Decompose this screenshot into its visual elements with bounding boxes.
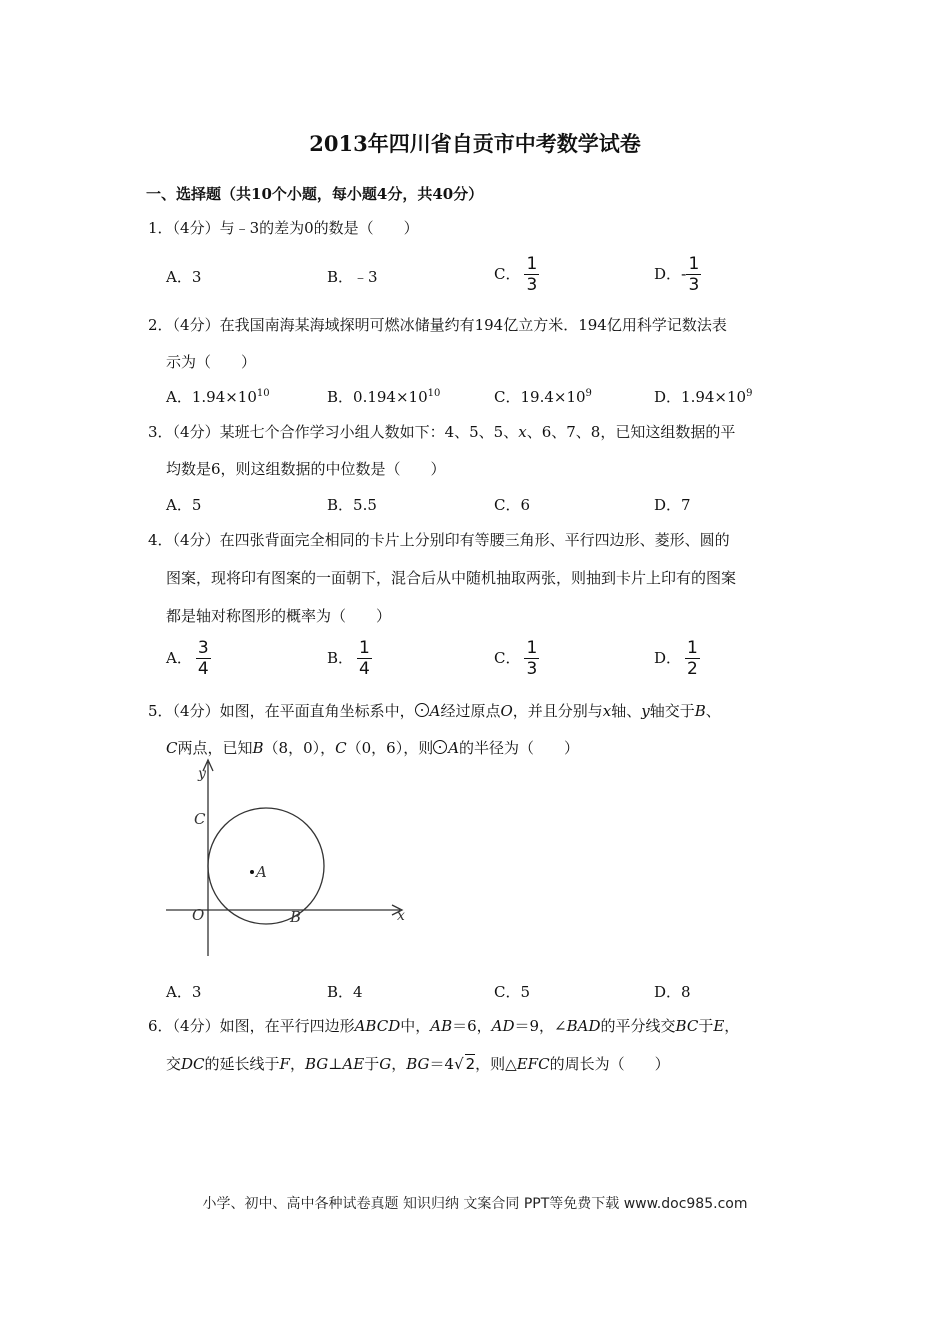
q5-stem-line1: 5．（4分）如图，在平面直角坐标系中， A经过原点O，并且分别与x轴、y轴交于B、 xyxy=(148,702,721,720)
q6-radical: 4√ 2 xyxy=(444,1055,476,1073)
q5-stem-line2: C两点，已知B（8，0），C（0，6），则 A的半径为（ ） xyxy=(166,739,580,757)
label-b: B xyxy=(290,908,302,926)
page-title: 2013年四川省自贡市中考数学试卷 xyxy=(309,131,641,156)
q6-stem-line2: 交DC的延长线于F，BG⊥AE于G，BG＝4√ 2，则△EFC的周长为（ ） xyxy=(166,1055,670,1073)
label-o: O xyxy=(192,906,205,924)
q1-option-c: C． $\frac{1}{3}$ xyxy=(494,254,538,295)
q4-stem-line3: 都是轴对称图形的概率为（ ） xyxy=(166,607,392,625)
label-c: C xyxy=(194,810,206,828)
page-footer: 小学、初中、高中各种试卷真题 知识归纳 文案合同 PPT等免费下载 www.doc985.com xyxy=(202,1196,748,1212)
q3-stem-line2: 均数是6，则这组数据的中位数是（ ） xyxy=(166,460,446,478)
q2-option-b: B．$0.194\times 10^{10}$ xyxy=(327,388,441,406)
q3-option-b: B．5.5 xyxy=(327,496,377,514)
q2-option-d: D．$1.94\times 10^9$ xyxy=(654,388,753,406)
q4-option-d-fraction: $\frac{1}{2}$ xyxy=(687,638,698,679)
section-heading: 一、选择题（共10个小题，每小题4分，共40分） xyxy=(146,185,484,203)
q2-option-a: A．$1.94\times 10^{10}$ xyxy=(166,388,270,406)
label-a: A xyxy=(256,863,267,881)
q2-option-c: C．$19.4\times 10^9$ xyxy=(494,388,592,406)
q2-stem-line1: 2．（4分）在我国南海某海域探明可燃冰储量约有194亿立方米．194亿用科学记数法表 xyxy=(148,316,727,334)
q5-option-b: B．4 xyxy=(327,983,363,1001)
q3-option-d: D．7 xyxy=(654,496,691,514)
q4-option-a-fraction: $\frac{3}{4}$ xyxy=(197,638,209,679)
q4-stem-line1: 4．（4分）在四张背面完全相同的卡片上分别印有等腰三角形、平行四边形、菱形、圆的 xyxy=(148,531,730,549)
q1-option-d: D．- $\frac{1}{3}$ xyxy=(654,254,700,295)
q1-option-b: B．﹣3 xyxy=(327,268,378,286)
q3-option-c: C．6 xyxy=(494,496,531,514)
circle-dot-icon xyxy=(415,703,429,717)
q6-stem-line1: 6．（4分）如图，在平行四边形ABCD中，AB＝6，AD＝9，∠BAD的平分线交BC于E， xyxy=(148,1017,740,1035)
circle-dot-icon xyxy=(433,740,447,754)
label-y: y xyxy=(198,766,206,782)
q5-option-d: D．8 xyxy=(654,983,691,1001)
q1-option-c-fraction: $\frac{1}{3}$ xyxy=(526,254,538,295)
q5-coordinate-figure xyxy=(160,758,410,963)
q4-option-b-fraction: $\frac{1}{4}$ xyxy=(359,638,370,679)
q4-option-c-fraction: $\frac{1}{3}$ xyxy=(526,638,538,679)
q4-option-c: C． $\frac{1}{3}$ xyxy=(494,638,538,679)
label-x: x xyxy=(397,908,405,924)
q3-option-a: A．5 xyxy=(166,496,202,514)
q1-option-a: A．3 xyxy=(166,268,202,286)
q4-stem-line2: 图案，现将印有图案的一面朝下，混合后从中随机抽取两张，则抽到卡片上印有的图案 xyxy=(166,569,737,587)
q4-option-d: D． $\frac{1}{2}$ xyxy=(654,638,698,679)
q4-option-a: A． $\frac{3}{4}$ xyxy=(166,638,209,679)
q1-option-d-fraction: $\frac{1}{3}$ xyxy=(688,254,700,295)
q4-option-b: B． $\frac{1}{4}$ xyxy=(327,638,370,679)
q2-stem-line2: 示为（ ） xyxy=(166,353,257,371)
q3-stem-line1: 3．（4分）某班七个合作学习小组人数如下：4、5、5、x、6、7、8，已知这组数据的平 xyxy=(148,423,736,441)
q5-option-c: C．5 xyxy=(494,983,531,1001)
center-point-a xyxy=(250,870,254,874)
q5-option-a: A．3 xyxy=(166,983,202,1001)
q1-stem: 1．（4分）与﹣3的差为0的数是（ ） xyxy=(148,219,419,237)
sqrt-icon: √ xyxy=(454,1055,464,1073)
